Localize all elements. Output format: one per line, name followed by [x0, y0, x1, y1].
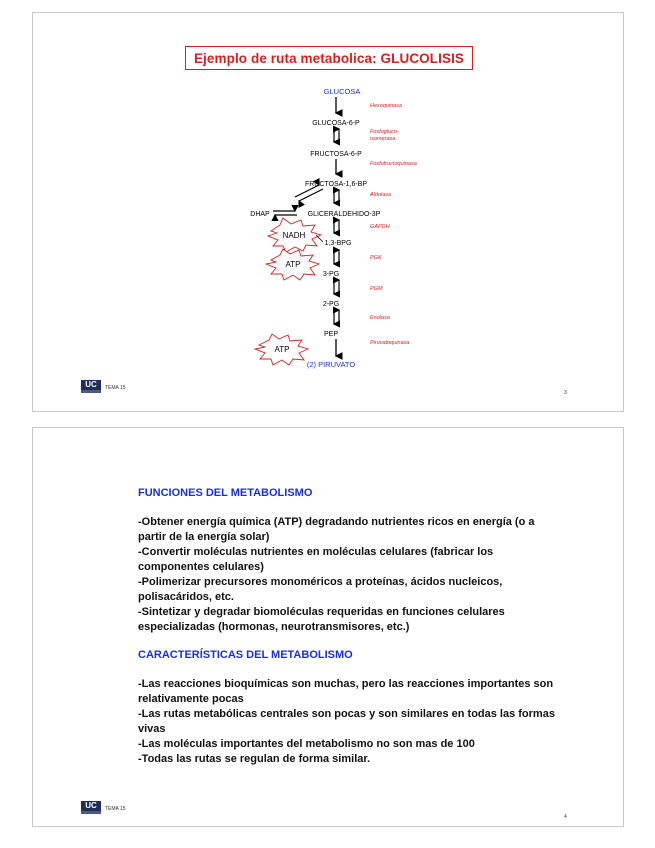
footer-tema: TEMA 15 — [105, 806, 126, 812]
enzyme-pgm: PGM — [370, 286, 383, 292]
caracteristica-item: -Las moléculas importantes del metabolismo no son mas de 100 — [138, 738, 475, 750]
funcion-item: -Obtener energía química (ATP) degradando nutrientes ricos en energía (o a partir de la energía solar) — [138, 516, 535, 543]
enzyme-enolasa: Enolasa — [370, 315, 390, 321]
heading-caracteristicas: CARACTERÍSTICAS DEL METABOLISMO — [138, 649, 353, 661]
arrow-aldolasa — [334, 189, 339, 204]
slide-title: Ejemplo de ruta metabolica: GLUCOLISIS — [185, 46, 473, 70]
metabolite-piruvato: (2) PIRUVATO — [306, 360, 356, 369]
glycolysis-diagram — [33, 13, 623, 411]
enzyme-pgk: PGK — [370, 255, 382, 261]
page-number: 3 — [564, 390, 567, 396]
metabolite-g3p: GLICERALDEHIDO-3P — [307, 211, 381, 218]
metabolite-fbp: FRUCTOSA-1,6-BP — [304, 181, 368, 188]
burst-atp-2 — [255, 334, 308, 365]
arrow-pgk — [334, 249, 339, 265]
burst-atp-2-label: ATP — [274, 345, 290, 354]
funcion-item: -Polimerizar precursores monoméricos a proteínas, ácidos nucleicos, polisacáridos, etc. — [138, 576, 503, 603]
uc-logo: UC — [81, 380, 101, 393]
arrow-tpi — [273, 211, 297, 215]
metabolite-g6p: GLUCOSA-6-P — [312, 120, 360, 127]
metabolite-pep: PEP — [323, 331, 339, 338]
slide-funciones — [32, 427, 624, 827]
arrow-pgm — [334, 279, 339, 295]
enzyme-fosfogluco-1: Fosfogluco- — [370, 129, 399, 135]
metabolite-dhap: DHAP — [250, 211, 270, 218]
page-number: 4 — [564, 814, 567, 820]
enzyme-fosfofructoquinasa: Fosfofructoquinasa — [370, 161, 417, 167]
caracteristica-item: -Las reacciones bioquímicas son muchas, pero las reacciones importantes son relativamente pocas — [138, 678, 554, 705]
metabolite-3pg: 3-PG — [322, 271, 340, 278]
slide-text — [138, 486, 558, 767]
uc-logo: UC — [81, 801, 101, 814]
heading-funciones: FUNCIONES DEL METABOLISMO — [138, 487, 313, 499]
arrow-enolasa — [334, 309, 339, 325]
enzyme-hexoquinasa: Hexoquinasa — [370, 103, 403, 109]
metabolite-f6p: FRUCTOSA-6-P — [310, 151, 362, 158]
enzyme-gapdh: GAPDH — [370, 224, 390, 230]
enzyme-aldolasa: Aldolasa — [370, 192, 392, 198]
footer-tema: TEMA 15 — [105, 385, 126, 391]
enzyme-piruvatoquinasa: Piruvatoquinasa — [370, 340, 410, 346]
caracteristica-item: -Todas las rutas se regulan de forma similar. — [138, 753, 371, 765]
burst-nadh — [268, 218, 323, 252]
metabolite-2pg: 2-PG — [322, 301, 340, 308]
arrow-gapdh — [334, 219, 339, 234]
caracteristica-item: -Las rutas metabólicas centrales son pocas y son similares en todas las formas vivas — [138, 708, 555, 735]
burst-nadh-label: NADH — [282, 231, 306, 240]
burst-atp-1-label: ATP — [285, 260, 301, 269]
metabolite-glucosa: GLUCOSA — [323, 87, 361, 96]
enzyme-fosfogluco-2: isomerasa — [370, 136, 396, 142]
funcion-item: -Convertir moléculas nutrientes en moléculas celulares (fabricar los componentes celulares) — [138, 546, 494, 573]
funcion-item: -Sintetizar y degradar biomoléculas requeridas en funciones celulares especializadas (hormonas, neurotransmisores, etc.) — [138, 606, 505, 633]
arrow-fosfoglucoisomerasa — [334, 128, 339, 143]
slide-glucolisis — [32, 12, 624, 412]
metabolite-bpg: 1,3-BPG — [324, 240, 352, 247]
burst-atp-1 — [266, 249, 319, 280]
